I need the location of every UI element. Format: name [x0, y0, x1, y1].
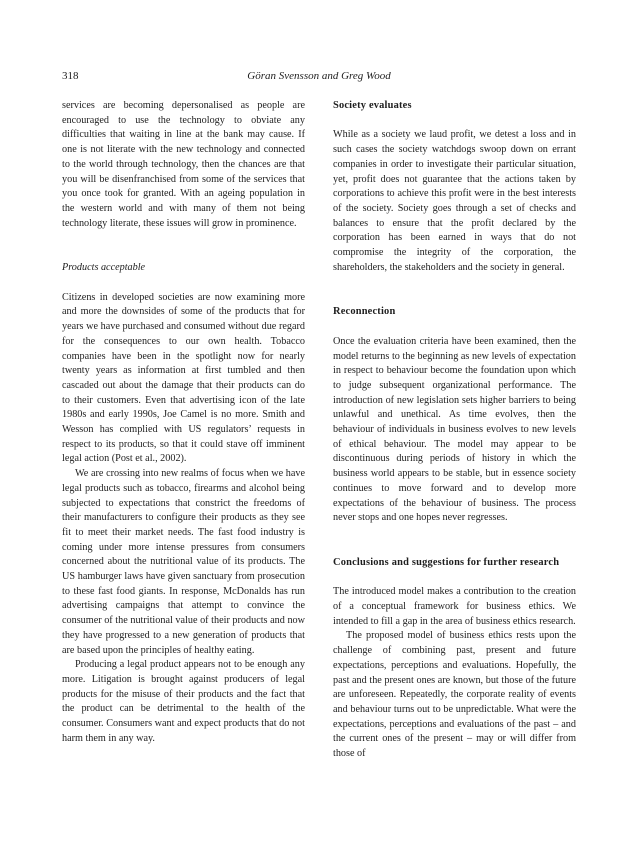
section-heading-conclusions: Conclusions and suggestions for further research: [333, 556, 560, 568]
paragraph: Citizens in developed societies are now examining more and more the downsides of some of the products that for years we have purchased and consumed without due regard for the consequences to our own health. Tobacco companies have been in the spotlight now for nearly twenty years as information at first tumbled and then cascaded out about the damage that their products can do to their customers. Even that advertising icon of the late 1980s and early 1990s, Joe Camel is no more. Smith and Wesson has complied with US regulators’ requests in respect to its products, so that it could stave off imminent legal action (Post et al., 2002).: [62, 291, 305, 465]
paragraph: While as a society we laud profit, we detest a loss and in such cases the society watchdogs swoop down on errant companies in order to investigate their particular situation, yet, profit does not guarantee that the actions taken by corporations to achieve this profit were in the best interests of the society. Society goes through a set of checks and balances to ensure that the profit declared by the corporation has been earned in ways that do not compromise the integrity of the corporation, the shareholders, the stakeholders and the society in general.: [333, 129, 576, 273]
running-head: Göran Svensson and Greg Wood: [247, 70, 391, 82]
subsection-heading-products-acceptable: Products acceptable: [62, 262, 146, 274]
paragraph: The proposed model of business ethics rests upon the challenge of combining past, present and future expectations, perceptions and evaluations. Hopefully, the past and the present ones are known, but those of the future are unforeseen. Repeatedly, the corporate reality of events and behaviour turns out to be unpredictable. What were the expectations, perceptions and evaluations of the past – and the current ones of the present – may or will differ from those of: [333, 630, 576, 760]
paragraph: services are becoming depersonalised as people are encouraged to use the technology to obviate any difficulties that waiting in line at the bank may cause. If one is not literate with the new technology and connected to the world through technology, then the chances are that you will be disenfranchised from some of the services that you once took for granted. With an ageing population in the western world and with many of them not being technology literate, these issues will grow in prominence.: [62, 100, 305, 229]
paragraph: The introduced model makes a contribution to the creation of a conceptual framework for business ethics. We intended to fill a gap in the area of business ethics research.: [333, 586, 576, 627]
paragraph: Once the evaluation criteria have been examined, then the model returns to the beginning as new levels of expectation in respect to behaviour become the foundation upon which to judge subsequent organizational performance. The introduction of new legislation sets higher barriers to being unlawful and unethical. As time evolves, then the behaviour of individuals in business evolves to new levels of ethical behaviour. The model may appear to be discontinuous during periods of history in which the business world appears to be stable, but in essence society continues to move forward and to develop more expectations of the behaviour of business. The process never stops and one hopes never regresses.: [333, 335, 576, 524]
section-heading-reconnection: Reconnection: [333, 306, 396, 318]
left-column: [62, 99, 305, 747]
paragraph: We are crossing into new realms of focus when we have legal products such as tobacco, firearms and alcohol being subjected to expectations that constrict the freedoms of their manufacturers to configure their products as they see fit to meet their market needs. The fast food industry is coming under more intense pressures from consumers concerned about the nutritional value of its products. The US hamburger laws have given sanctuary from prosecution to these fast food giants. In response, McDonalds has run advertising campaigns that attempt to convince the consumer of the nutritional value of their products and now they have progressed to a new generation of products that are based upon the principles of healthy eating.: [62, 468, 305, 656]
paragraph: Producing a legal product appears not to be enough any more. Litigation is brought against producers of legal products for the misuse of their products and the fact that the product can be detrimental to the health of the consumer. Consumers want and expect products that do not harm them in any way.: [62, 659, 305, 744]
right-column: [333, 99, 576, 762]
page-header: [62, 70, 576, 86]
section-heading-society-evaluates: Society evaluates: [333, 100, 412, 111]
page-number: 318: [62, 70, 79, 82]
